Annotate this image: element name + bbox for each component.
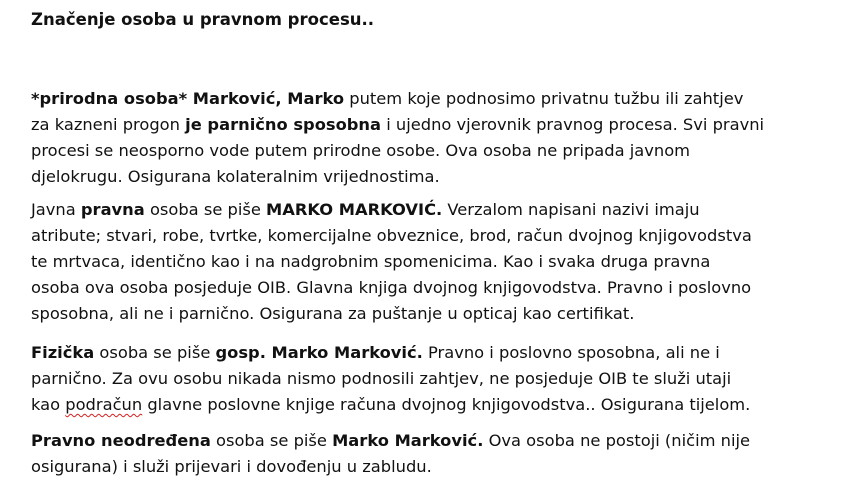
bold-text-run: Fizička: [31, 343, 95, 362]
text-run: Pravno i poslovno sposobna, ali ne i: [422, 343, 720, 362]
text-run: kao: [31, 395, 66, 414]
bold-text-run: *prirodna osoba* Marković, Marko: [31, 89, 345, 108]
text-run: osoba se piše: [94, 343, 216, 362]
bold-text-run: MARKO MARKOVIĆ.: [266, 200, 443, 219]
paragraph-line: [31, 112, 831, 138]
text-run: za kazneni progon: [31, 115, 186, 134]
paragraph-neodredena-osoba: [31, 428, 831, 480]
bold-text-run: je parnično sposobna: [185, 115, 382, 134]
paragraph-line: [31, 366, 831, 392]
paragraph-line: [31, 340, 831, 366]
text-run: osigurana) i služi prijevari i dovođenju u zabludu.: [31, 457, 432, 476]
paragraph-line: [31, 275, 831, 301]
paragraph-line: [31, 428, 831, 454]
text-run: Javna: [31, 200, 81, 219]
bold-text-run: Marko Marković.: [332, 431, 484, 450]
bold-text-run: gosp. Marko Marković.: [215, 343, 423, 362]
text-run: Verzalom napisani nazivi imaju: [442, 200, 700, 219]
paragraph-fizicka-osoba: [31, 340, 831, 418]
text-run: atribute; stvari, robe, tvrtke, komercijalne obveznice, brod, račun dvojnog knjigovodstva: [31, 226, 752, 245]
paragraph-line: [31, 197, 831, 223]
text-run: osoba ova osoba posjeduje OIB. Glavna knjiga dvojnog knjigovodstva. Pravno i poslovno: [31, 278, 752, 297]
paragraph-line: [31, 392, 831, 418]
bold-text-run: Pravno neodređena: [31, 431, 211, 450]
bold-text-run: pravna: [80, 200, 145, 219]
text-run: osoba se piše: [210, 431, 333, 450]
text-run: te mrtvaca, identično kao i na nadgrobnim spomenicima. Kao i svaka druga pravna: [31, 252, 711, 271]
paragraph-prirodna-osoba: [31, 86, 831, 190]
text-run: putem koje podnosimo privatnu tužbu ili zahtjev: [344, 89, 744, 108]
paragraph-pravna-osoba: [31, 197, 831, 327]
document-title: Značenje osoba u pravnom procesu..: [31, 10, 375, 29]
paragraph-line: [31, 86, 831, 112]
paragraph-line: [31, 164, 831, 190]
text-run: glavne poslovne knjige računa dvojnog knjigovodstva.. Osigurana tijelom.: [142, 395, 751, 414]
text-run: sposobna, ali ne i parnično. Osigurana za puštanje u opticaj kao certifikat.: [31, 304, 635, 323]
paragraph-line: [31, 454, 831, 480]
paragraph-line: [31, 301, 831, 327]
paragraph-line: [31, 223, 831, 249]
text-run: djelokrugu. Osigurana kolateralnim vrijednostima.: [31, 167, 440, 186]
text-run: osoba se piše: [144, 200, 267, 219]
spellcheck-flagged-word: podračun: [65, 395, 143, 414]
text-run: Ova osoba ne postoji (ničim nije: [483, 431, 751, 450]
text-run: i ujedno vjerovnik pravnog procesa. Svi pravni: [381, 115, 765, 134]
text-run: procesi se neosporno vode putem prirodne osobe. Ova osoba ne pripada javnom: [31, 141, 691, 160]
paragraph-line: [31, 138, 831, 164]
text-run: parnično. Za ovu osobu nikada nismo podnosili zahtjev, ne posjeduje OIB te služi utaji: [31, 369, 732, 388]
paragraph-line: [31, 249, 831, 275]
